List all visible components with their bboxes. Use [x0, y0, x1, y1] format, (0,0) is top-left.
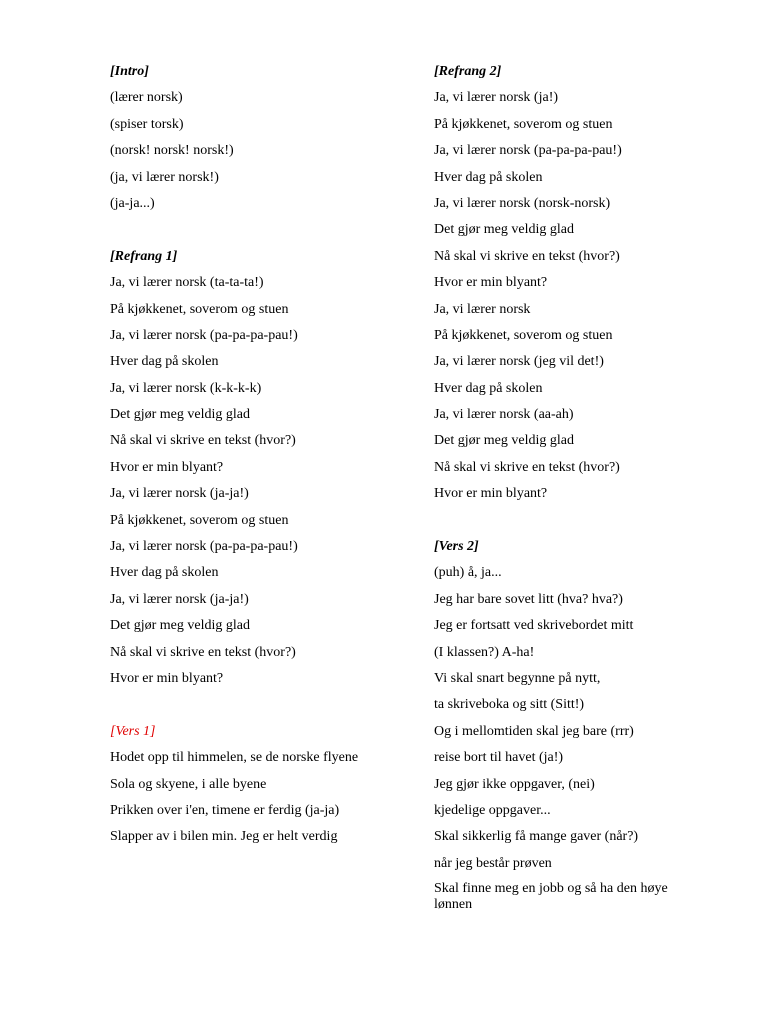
refrang2-heading: [Refrang 2] [434, 64, 502, 79]
refrang1-lines [110, 274, 380, 687]
lyric-line: Det gjør meg veldig glad [110, 618, 250, 634]
lyric-line: Prikken over i'en, timene er ferdig (ja-ja) [110, 802, 340, 818]
lyric-line: ta skriveboka og sitt (Sitt!) [434, 697, 585, 713]
lyric-line: Slapper av i bilen min. Jeg er helt verdig [110, 829, 338, 845]
lyric-line: (ja-ja...) [110, 195, 155, 211]
vers2-heading: [Vers 2] [434, 539, 479, 555]
lyric-line: (spiser torsk) [110, 116, 184, 132]
lyric-line: Ja, vi lærer norsk (pa-pa-pa-pau!) [110, 327, 298, 343]
refrang1-heading: [Refrang 1] [110, 248, 178, 264]
refrang2-lines [434, 89, 684, 502]
right-column [434, 63, 684, 923]
lyric-line: Ja, vi lærer norsk (ta-ta-ta!) [110, 275, 264, 291]
vers1-lines [110, 749, 380, 845]
lyric-line: Ja, vi lærer norsk (aa-ah) [434, 407, 574, 423]
lyric-line: Vi skal snart begynne på nytt, [434, 670, 601, 686]
lyric-line: Jeg har bare sovet litt (hva? hva?) [434, 591, 623, 607]
lyric-line: På kjøkkenet, soverom og stuen [110, 512, 289, 528]
lyric-line: Ja, vi lærer norsk (norsk-norsk) [434, 195, 611, 211]
spacer [110, 221, 380, 238]
lyric-line: Ja, vi lærer norsk (ja-ja!) [110, 486, 249, 502]
lyric-line: Jeg er fortsatt ved skrivebordet mitt [434, 618, 634, 634]
lyric-line: Nå skal vi skrive en tekst (hvor?) [110, 433, 296, 449]
left-column [110, 63, 380, 855]
lyric-line: Hodet opp til himmelen, se de norske flyene [110, 750, 359, 766]
lyric-line: På kjøkkenet, soverom og stuen [434, 327, 613, 343]
lyric-line: Hver dag på skolen [434, 169, 543, 185]
lyric-line: Nå skal vi skrive en tekst (hvor?) [434, 459, 620, 475]
lyric-line: når jeg består prøven [434, 855, 552, 871]
vers2-lines [434, 564, 684, 913]
spacer [110, 696, 380, 713]
lyric-line: (ja, vi lærer norsk!) [110, 169, 219, 185]
lyric-line: Ja, vi lærer norsk (ja-ja!) [110, 591, 249, 607]
lyric-line: På kjøkkenet, soverom og stuen [110, 301, 289, 317]
lyric-line: Nå skal vi skrive en tekst (hvor?) [110, 644, 296, 660]
lyric-line: Det gjør meg veldig glad [110, 407, 250, 423]
vers1-heading: [Vers 1] [110, 723, 156, 739]
lyric-line: Skal sikkerlig få mange gaver (når?) [434, 829, 639, 845]
lyric-line: Hvor er min blyant? [434, 275, 548, 291]
lyric-line: Hvor er min blyant? [110, 670, 224, 686]
lyric-line: Ja, vi lærer norsk (jeg vil det!) [434, 354, 604, 370]
lyric-line: (puh) å, ja... [434, 565, 502, 581]
intro-lines [110, 89, 380, 212]
lyric-line: Hver dag på skolen [434, 380, 543, 396]
lyric-line: Hvor er min blyant? [110, 459, 224, 475]
lyric-line: (I klassen?) A-ha! [434, 644, 535, 660]
lyric-line: Hvor er min blyant? [434, 486, 548, 502]
lyric-line: kjedelige oppgaver... [434, 802, 551, 818]
lyric-line: Ja, vi lærer norsk (pa-pa-pa-pau!) [110, 539, 298, 555]
lyric-line: Det gjør meg veldig glad [434, 222, 574, 238]
lyric-line: Ja, vi lærer norsk (k-k-k-k) [110, 380, 262, 396]
lyric-line: Ja, vi lærer norsk (ja!) [434, 90, 559, 106]
lyric-line: Og i mellomtiden skal jeg bare (rrr) [434, 723, 634, 739]
lyric-line: Jeg gjør ikke oppgaver, (nei) [434, 776, 595, 792]
lyric-line: Ja, vi lærer norsk [434, 301, 531, 317]
lyric-line: Hver dag på skolen [110, 354, 219, 370]
lyric-line: reise bort til havet (ja!) [434, 750, 564, 766]
lyric-line: (norsk! norsk! norsk!) [110, 143, 234, 159]
lyric-line: Ja, vi lærer norsk (pa-pa-pa-pau!) [434, 143, 622, 159]
spacer [434, 512, 684, 529]
lyric-line: Nå skal vi skrive en tekst (hvor?) [434, 248, 620, 264]
lyric-line: Hver dag på skolen [110, 565, 219, 581]
lyric-line: (lærer norsk) [110, 90, 183, 106]
lyric-line: Skal finne meg en jobb og så ha den høye lønnen [434, 881, 668, 913]
lyric-line: Det gjør meg veldig glad [434, 433, 574, 449]
intro-heading: [Intro] [110, 64, 149, 79]
lyric-line: På kjøkkenet, soverom og stuen [434, 116, 613, 132]
lyric-line: Sola og skyene, i alle byene [110, 776, 267, 792]
